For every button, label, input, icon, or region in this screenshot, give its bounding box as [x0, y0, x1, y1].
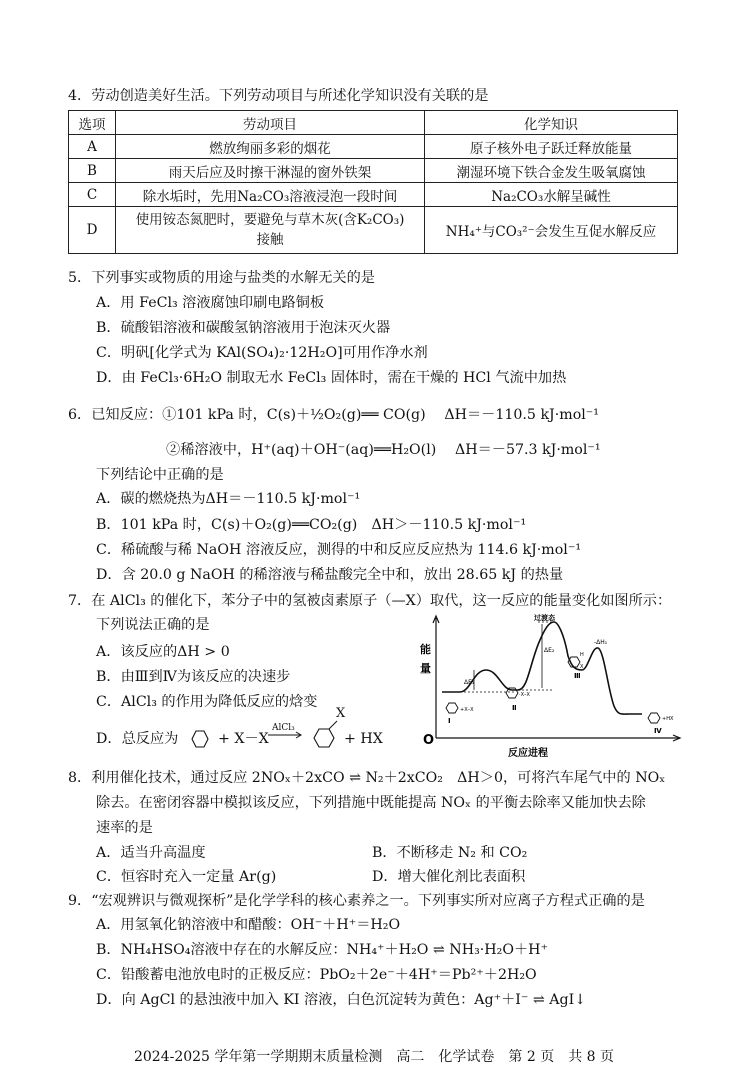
q9-option-d: D．向 AgCl 的悬浊液中加入 KI 溶液，白色沉淀转为黄色：Ag⁺＋I⁻ ⇌ AgI↓: [96, 992, 587, 1008]
iv-label: Ⅳ: [654, 727, 662, 735]
q8-stem-1: 8．利用催化技术，通过反应 2NOₓ＋2xCO ⇌ N₂＋2xCO₂ ΔH＞0，可将汽车尾气中的 NOₓ: [68, 770, 666, 786]
dh1-label: -ΔH₁: [594, 639, 608, 646]
q6-reaction-2: ②稀溶液中，H⁺(aq)＋OH⁻(aq)══H₂O(l) ΔH＝－57.3 kJ·mol⁻¹: [166, 442, 601, 458]
ii-tag: ·X–X: [519, 692, 530, 698]
ts-label: 过渡态: [534, 614, 555, 622]
q8-option-a: A．适当升高温度: [96, 845, 206, 861]
iii-x-label: X: [580, 664, 584, 670]
q6-option-b: B．101 kPa 时，C(s)＋O₂(g)══CO₂(g) ΔH＞－110.5 kJ·mol⁻¹: [96, 517, 527, 533]
q7-option-d: D．总反应为: [96, 731, 179, 747]
ii-label: Ⅱ: [512, 704, 517, 712]
de1-label: ΔE₁: [464, 679, 475, 686]
q8-stem-2: 除去。在密闭容器中模拟该反应，下列措施中既能提高 NOₓ 的平衡去除率又能加快去除: [96, 795, 646, 811]
q6-option-a: A．碳的燃烧热为ΔH＝－110.5 kJ·mol⁻¹: [96, 491, 361, 507]
table-row: B 雨天后应及时擦干淋湿的窗外铁架 潮湿环境下铁合金发生吸氧腐蚀: [69, 159, 678, 183]
de2-label: ΔE₂: [544, 647, 555, 654]
halobenzene-icon: [306, 718, 346, 754]
q9-option-b: B．NH₄HSO₄溶液中存在的水解反应：NH₄⁺＋H₂O ⇌ NH₃·H₂O＋H⁺: [96, 942, 549, 958]
benzene-i-icon: [446, 703, 458, 713]
q7-option-b: B．由Ⅲ到Ⅳ为该反应的决速步: [96, 669, 291, 685]
task-line: 接触: [256, 232, 284, 248]
q6-option-c: C．稀硫酸与稀 NaOH 溶液反应，测得的中和反应反应热为 114.6 kJ·mol⁻¹: [96, 542, 582, 558]
i-label: Ⅰ: [448, 717, 451, 725]
table-header: 选项: [69, 111, 116, 135]
q7-product-substituent: X: [336, 706, 346, 721]
q9-option-c: C．铅酸蓄电池放电时的正极反应：PbO₂＋2e⁻＋4H⁺＝Pb²⁺＋2H₂O: [96, 967, 537, 983]
q9-option-a: A．用氢氧化钠溶液中和醋酸：OH⁻＋H⁺＝H₂O: [96, 917, 401, 933]
q6-reaction-1: 6．已知反应：①101 kPa 时，C(s)＋½O₂(g)══ CO(g) ΔH＝－110.5 kJ·mol⁻¹: [68, 407, 599, 423]
q4-table: [68, 110, 678, 254]
q4-stem: 4．劳动创造美好生活。下列劳动项目与所述化学知识没有关联的是: [68, 88, 489, 104]
page-footer: 2024-2025 学年第一学期期末质量检测 高二 化学试卷 第 2 页 共 8 页: [133, 1049, 615, 1065]
q7-stem-2: 下列说法正确的是: [96, 617, 210, 633]
reaction-arrow-icon: [266, 731, 306, 743]
table-row: A 燃放绚丽多彩的烟花 原子核外电子跃迁释放能量: [69, 135, 678, 159]
q7-option-c: C．AlCl₃ 的作用为降低反应的焓变: [96, 694, 318, 710]
table-header: 劳动项目: [116, 111, 425, 135]
q7-stem: 7．在 AlCl₃ 的催化下，苯分子中的氢被卤素原子（—X）取代，这一反应的能量变化如图所示：: [68, 593, 672, 609]
q8-option-d: D．增大催化剂比表面积: [372, 869, 526, 885]
q9-stem: 9．“宏观辨识与微观探析”是化学学科的核心素养之一。下列事实所对应离子方程式正确的是: [68, 893, 645, 909]
benzene-iv-icon: [648, 713, 660, 723]
q7-option-d-product: + HX: [344, 731, 383, 747]
table-row: C 除水垢时，先用Na₂CO₃溶液浸泡一段时间 Na₂CO₃水解呈碱性: [69, 183, 678, 207]
q5-option-a: A．用 FeCl₃ 溶液腐蚀印刷电路铜板: [96, 295, 325, 311]
iv-tag: +HX: [662, 716, 674, 722]
i-tag: +X–X: [460, 707, 474, 713]
q7-option-a: A．该反应的ΔH > 0: [96, 644, 230, 660]
y-axis-label-2: 量: [420, 662, 431, 675]
task-line: 使用铵态氮肥时，要避免与草木灰(含K₂CO₃): [135, 212, 405, 228]
q5-option-d: D．由 FeCl₃·6H₂O 制取无水 FeCl₃ 固体时，需在干燥的 HCl 气流中加热: [96, 370, 567, 386]
q5-option-b: B．硫酸铝溶液和碳酸氢钠溶液用于泡沫灭火器: [96, 320, 391, 336]
origin-label: O: [423, 733, 435, 748]
q7-catalyst-label: AlCl₃: [272, 723, 295, 733]
y-axis-label-1: 能: [420, 643, 431, 656]
iii-h-label: H: [580, 652, 584, 658]
table-header: 化学知识: [425, 111, 678, 135]
q5-stem: 5．下列事实或物质的用途与盐类的水解无关的是: [68, 270, 375, 286]
q7-option-d-reactant: + X－X: [218, 731, 269, 747]
energy-diagram: [418, 610, 688, 758]
q6-option-d: D．含 20.0 g NaOH 的稀溶液与稀盐酸完全中和，放出 28.65 kJ 的热量: [96, 567, 564, 583]
table-row: D 使用铵态氮肥时，要避免与草木灰(含K₂CO₃) 接触 NH₄⁺与CO₃²⁻会发生互促水解反应: [69, 207, 678, 254]
q6-stem: 下列结论中正确的是: [96, 467, 224, 483]
iii-label: Ⅲ: [574, 672, 581, 680]
q8-option-b: B．不断移走 N₂ 和 CO₂: [372, 845, 528, 861]
q8-option-c: C．恒容时充入一定量 Ar(g): [96, 869, 277, 885]
x-axis-label: 反应进程: [508, 748, 548, 758]
q5-option-c: C．明矾[化学式为 KAl(SO₄)₂·12H₂O]可用作净水剂: [96, 345, 428, 361]
benzene-icon: [186, 726, 214, 752]
q8-stem-3: 速率的是: [96, 820, 153, 836]
